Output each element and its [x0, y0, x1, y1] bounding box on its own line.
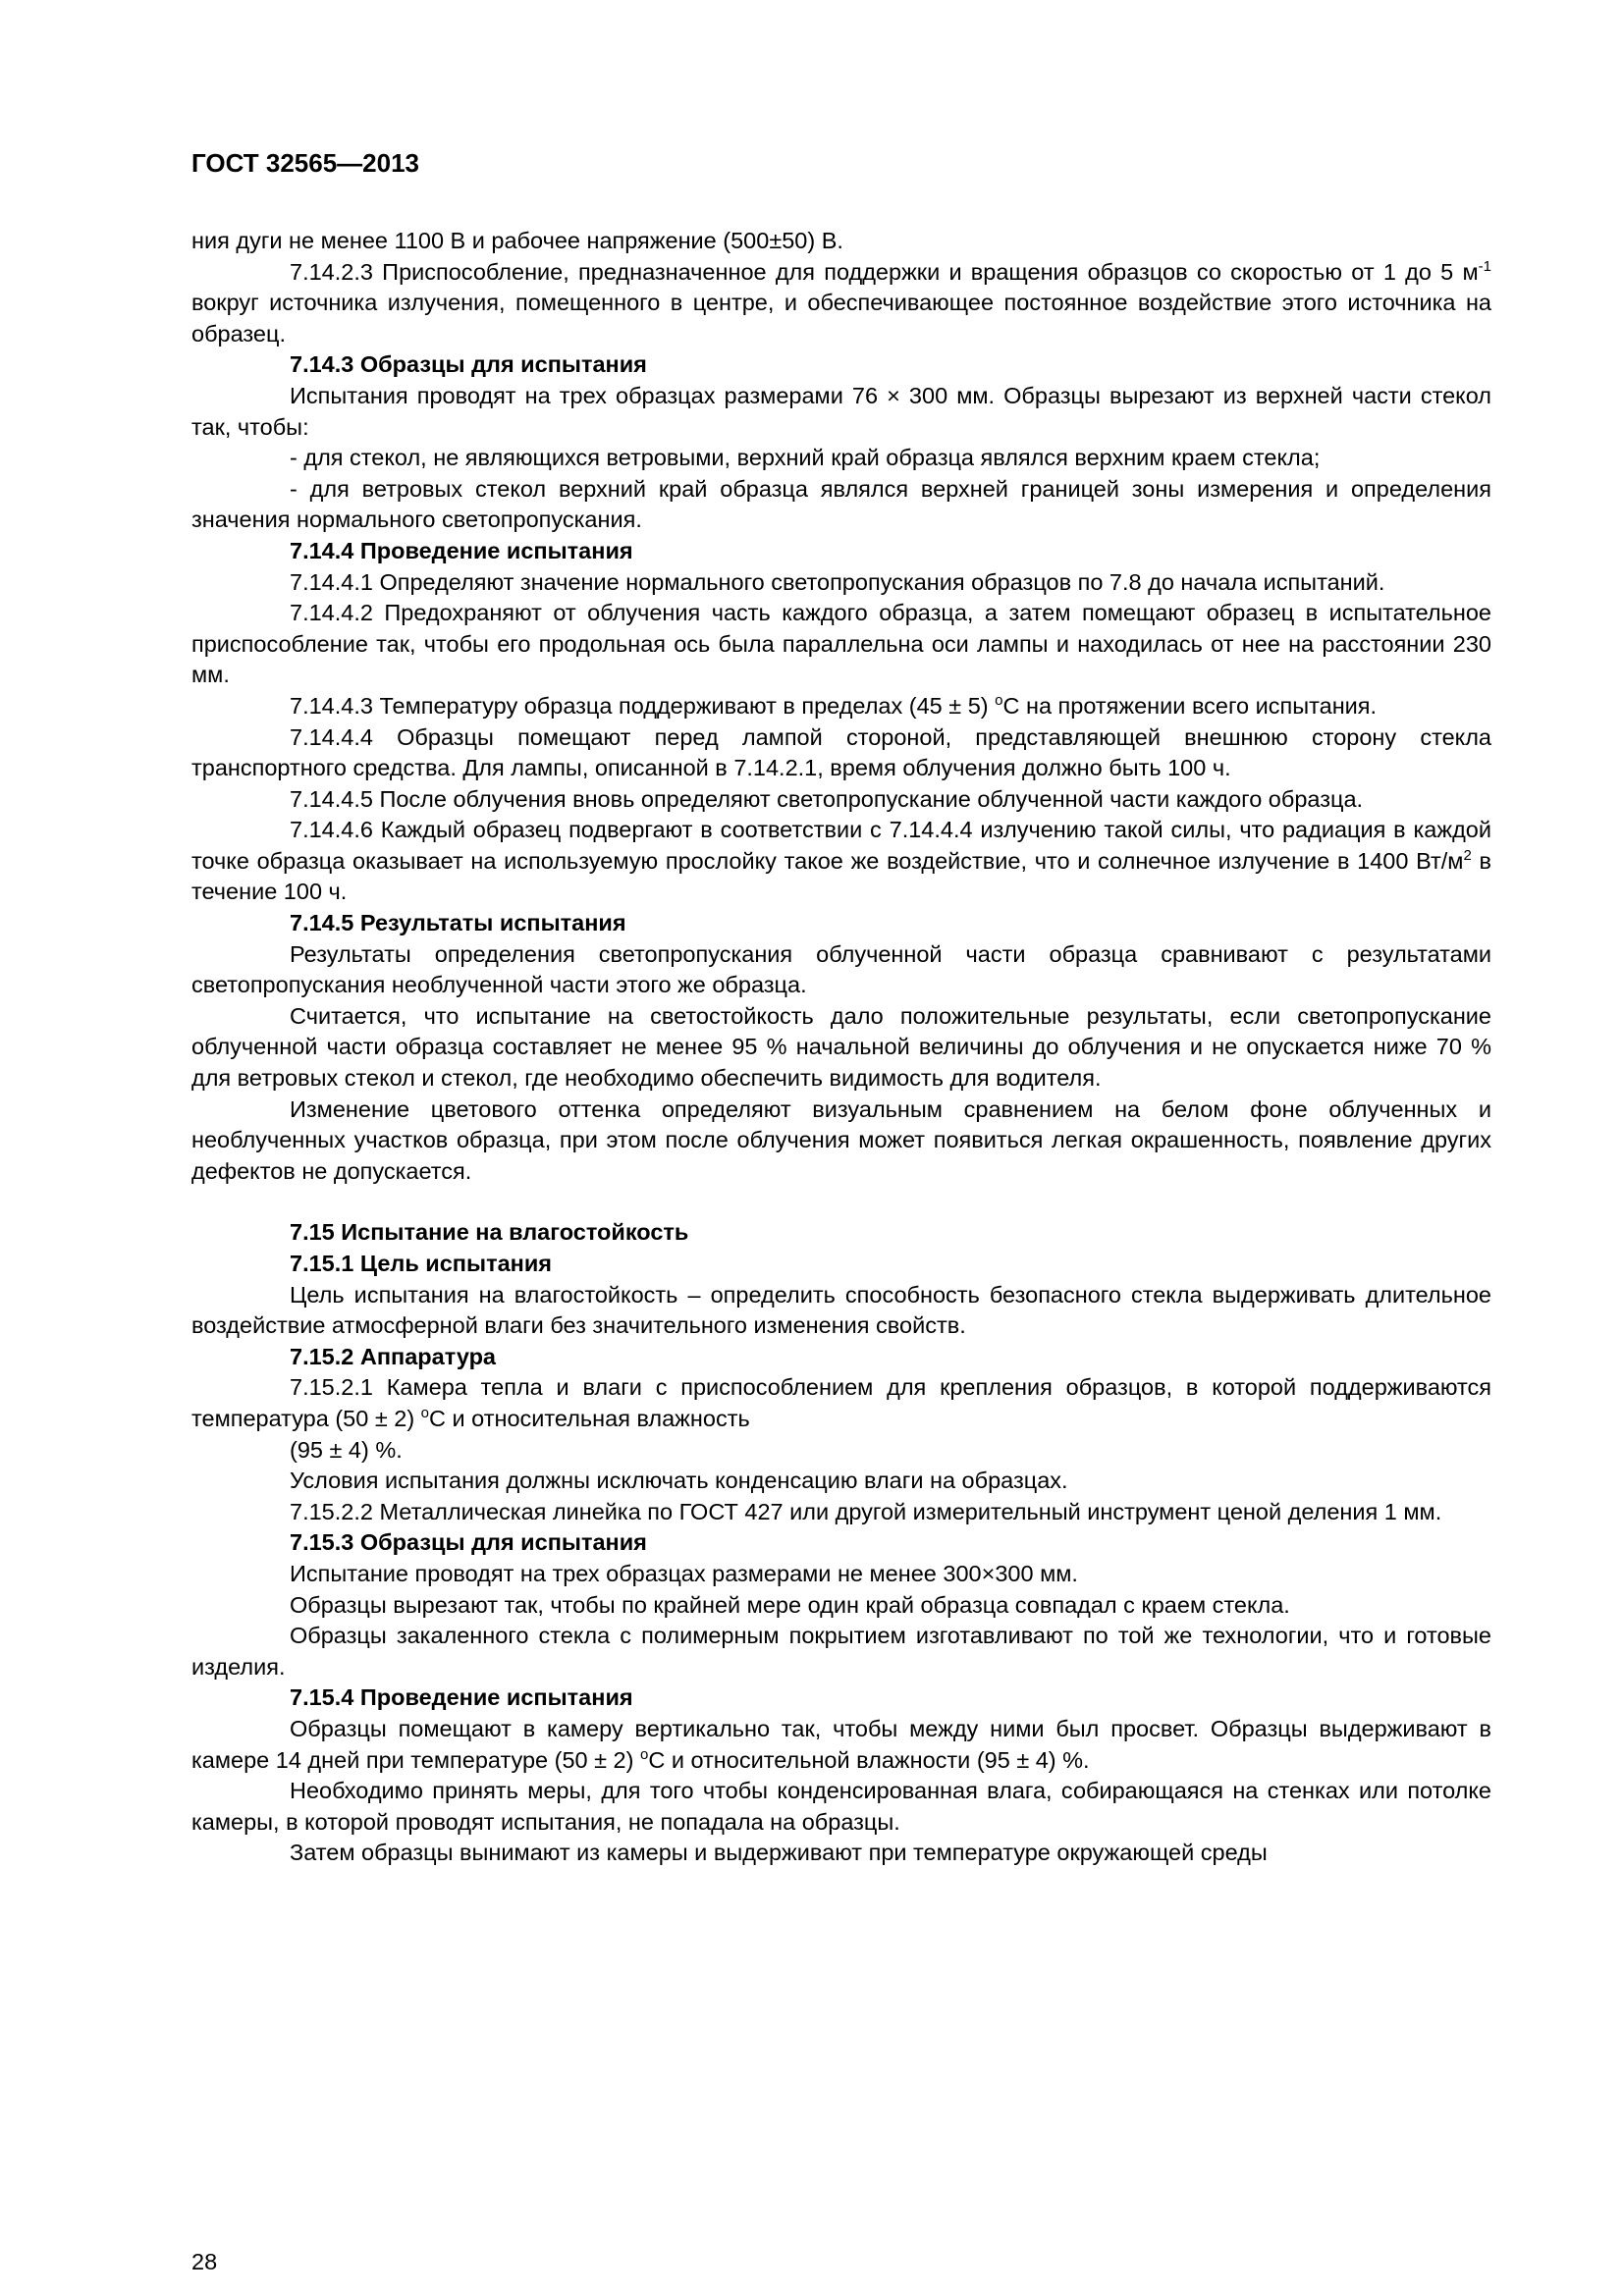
superscript: о	[995, 692, 1003, 710]
list-item: - для ветровых стекол верхний край образца являлся верхней границей зоны измерения и определения значения нормального светопропускания.	[191, 475, 1491, 533]
paragraph: Испытания проводят на трех образцах размерами 76 × 300 мм. Образцы вырезают из верхней части стекол так, чтобы:	[191, 382, 1491, 440]
paragraph: Испытание проводят на трех образцах размерами не менее 300×300 мм.	[290, 1560, 1078, 1586]
paragraph: Затем образцы вынимают из камеры и выдерживают при температуре окружающей среды	[290, 1840, 1268, 1866]
paragraph: 7.14.4.2 Предохраняют от облучения часть каждого образца, а затем помещают образец в испытательное приспособление так, чтобы его продольная ось была параллельна оси лампы и находилась от нее на расстоянии 230 мм.	[191, 600, 1491, 688]
section-heading: 7.15.3 Образцы для испытания	[290, 1529, 647, 1556]
section-spacer	[191, 1187, 1491, 1217]
paragraph-text: 7.14.4.6 Каждый образец подвергают в соответствии с 7.14.4.4 излучению такой силы, что радиация в каждой точке образца оказывает на используемую прослойку такое же воздействие, что и солнечное излучение в 1400 Вт/м	[191, 817, 1491, 874]
paragraph-text: Образцы помещают в камеру вертикально так, чтобы между ними был просвет. Образцы выдерживают в камере 14 дней при температуре (50 ± 2)	[191, 1715, 1491, 1773]
paragraph: 7.14.4.5 После облучения вновь определяют светопропускание облученной части каждого образца.	[290, 785, 1364, 812]
section-heading: 7.14.3 Образцы для испытания	[290, 351, 647, 378]
paragraph-text: 7.14.2.3 Приспособление, предназначенное для поддержки и вращения образцов со скоростью от 1 до 5 м	[290, 258, 1479, 285]
paragraph: 7.14.4.1 Определяют значение нормального светопропускания образцов по 7.8 до начала испытаний.	[290, 568, 1385, 595]
superscript: о	[420, 1405, 430, 1422]
section-heading: 7.15.2 Аппаратура	[290, 1343, 496, 1369]
paragraph: Считается, что испытание на светостойкость дало положительные результаты, если светопропускание облученной части образца составляет не менее 95 % начальной величины до облучения и не опускается ниже 70 % для ветровых стекол и стекол, где необходимо обеспечить видимость для водителя.	[191, 1002, 1491, 1092]
paragraph	[191, 691, 1491, 722]
paragraph-text: 7.15.2.1 Камера тепла и влаги с приспособлением для крепления образцов, в которой поддерживаются температура (50 ± 2)	[191, 1374, 1491, 1431]
paragraph: Результаты определения светопропускания облученной части образца сравнивают с результатами светопропускания необлученной части этого же образца.	[191, 940, 1491, 998]
paragraph: Изменение цветового оттенка определяют визуальным сравнением на белом фоне облученных и необлученных участков образца, при этом после облучения может появиться легкая окрашенность, появление других дефектов не допускается.	[191, 1095, 1491, 1184]
document-page	[191, 147, 1492, 2274]
document-code: ГОСТ 32565—2013	[191, 148, 419, 178]
paragraph-text: вокруг источника излучения, помещенного в центре, и обеспечивающее постоянное воздействие этого источника на образец.	[191, 290, 1491, 347]
page-number: 28	[191, 2249, 218, 2274]
paragraph-text: С и относительной влажности (95 ± 4) %.	[648, 1746, 1090, 1773]
document-body	[191, 226, 1491, 1869]
paragraph: Необходимо принять меры, для того чтобы конденсированная влага, собирающаяся на стенках или потолке камеры, в которой проводят испытания, не попадала на образцы.	[191, 1778, 1491, 1835]
section-heading: 7.15.4 Проведение испытания	[290, 1684, 633, 1711]
paragraph-text: С и относительная влажность	[429, 1405, 750, 1431]
paragraph: Условия испытания должны исключать конденсацию влаги на образцах.	[290, 1468, 1068, 1494]
superscript: 2	[1463, 847, 1472, 865]
section-heading: 7.14.4 Проведение испытания	[290, 537, 633, 563]
paragraph-text: С на протяжении всего испытания.	[1002, 692, 1378, 719]
paragraph: (95 ± 4) %.	[290, 1436, 403, 1463]
paragraph: 7.15.2.2 Металлическая линейка по ГОСТ 427 или другой измерительный инструмент ценой деления 1 мм.	[290, 1498, 1442, 1524]
superscript: о	[639, 1745, 649, 1763]
paragraph: Образцы вырезают так, чтобы по крайней мере один край образца совпадал с краем стекла.	[290, 1591, 1290, 1618]
list-item: - для стекол, не являющихся ветровыми, верхний край образца являлся верхним краем стекла;	[290, 445, 1321, 471]
paragraph	[191, 257, 1491, 350]
paragraph	[191, 1714, 1491, 1776]
section-heading: 7.14.5 Результаты испытания	[290, 910, 626, 936]
paragraph-text: в течение 100 ч.	[191, 847, 1492, 905]
paragraph: Образцы закаленного стекла с полимерным покрытием изготавливают по той же технологии, что и готовые изделия.	[191, 1623, 1491, 1680]
paragraph: Цель испытания на влагостойкость – определить способность безопасного стекла выдерживать длительное воздействие атмосферной влаги без значительного изменения свойств.	[191, 1281, 1491, 1339]
superscript: -1	[1478, 257, 1491, 275]
paragraph: 7.14.4.4 Образцы помещают перед лампой стороной, представляющей внешнюю сторону стекла транспортного средства. Для лампы, описанной в 7.14.2.1, время облучения должно быть 100 ч.	[191, 723, 1491, 781]
section-heading: 7.15.1 Цель испытания	[290, 1251, 553, 1276]
paragraph-text: 7.14.4.3 Температуру образца поддерживают в пределах (45 ± 5)	[290, 692, 996, 719]
paragraph	[191, 1372, 1491, 1434]
section-heading: 7.15 Испытание на влагостойкость	[290, 1219, 689, 1246]
paragraph	[191, 815, 1491, 908]
paragraph: ния дуги не менее 1100 В и рабочее напряжение (500±50) В.	[191, 228, 843, 253]
